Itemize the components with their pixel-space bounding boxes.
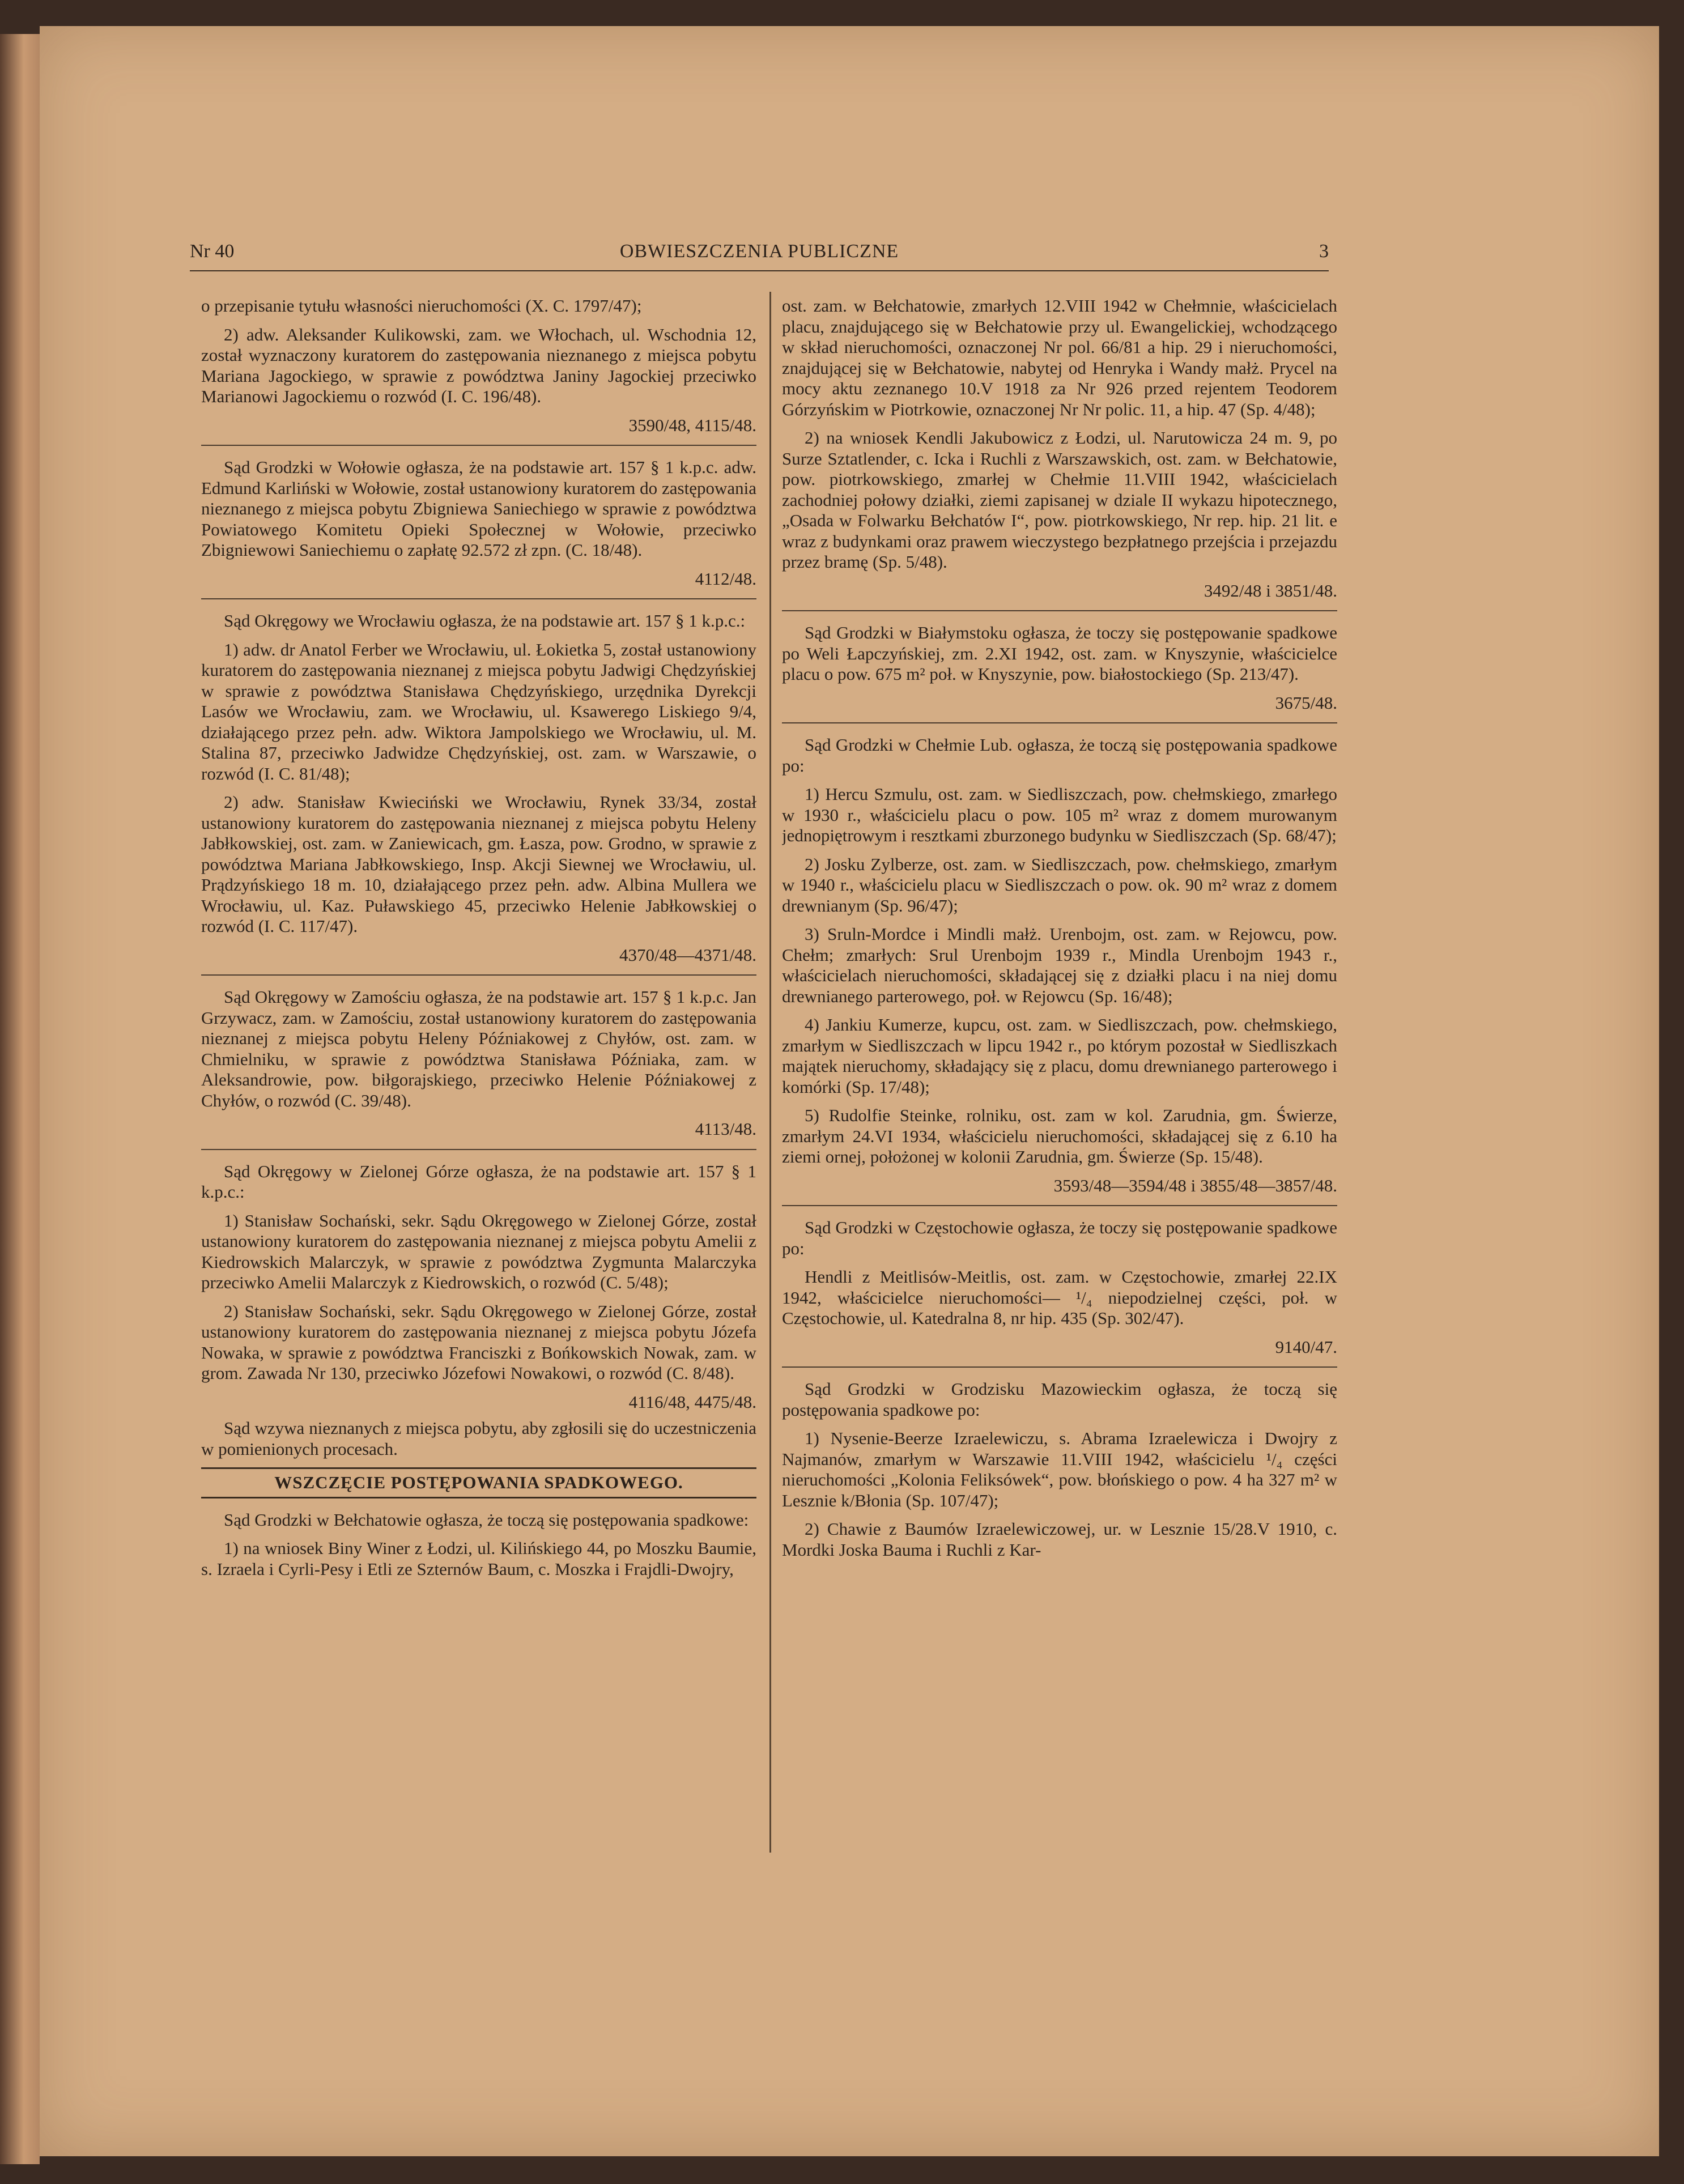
- notice-paragraph: 2) Stanisław Sochański, sekr. Sądu Okręgowego w Zielonej Górze, został ustanowiony kuratorem do zastępowania nieznanej z miejsca pobytu Józefa Nowaka, w sprawie z powództwa Franciszki z Bońkowskich Nowak, zam. w grom. Zawada Nr 130, przeciwko Józefowi Nowakowi, o rozwód (C. 8/48).: [201, 1301, 756, 1383]
- page-number: 3: [1319, 241, 1329, 262]
- notice-paragraph: ost. zam. w Bełchatowie, zmarłych 12.VIII 1942 w Chełmnie, właścicielach placu, znajdującego się w Bełchatowie przy ul. Ewangelickiej, wchodzącego w skład nieruchomości, oznaczonej Nr pol. 66/81 a hip. 29 i nieruchomości, znajdującej się w Bełchatowie, nabytej od Henryka i Wandy małż. Prycel na mocy aktu zeznanego 10.V 1918 za Nr 926 przed rejentem Teodorem Górzyńskim w Piotrkowie, oznaczonej Nr Nr polic. 11, a hip. 47 (Sp. 4/48);: [782, 296, 1337, 419]
- issue-number: Nr 40: [190, 241, 235, 262]
- reference-number: 9140/47.: [1275, 1336, 1337, 1357]
- publication-title: OBWIESZCZENIA PUBLICZNE: [619, 241, 899, 262]
- notice-paragraph: Sąd Grodzki w Białymstoku ogłasza, że toczy się postępowanie spadkowe po Weli Łapczyńskiej, zm. 2.XI 1942, ost. zam. w Knyszynie, właścicielce placu o pow. 675 m² poł. w Knyszynie, pow. białostockiego (Sp. 213/47).: [782, 623, 1337, 684]
- notice-paragraph: o przepisanie tytułu własności nieruchomości (X. C. 1797/47);: [201, 296, 642, 316]
- notice-paragraph: Sąd Grodzki w Grodzisku Mazowieckim ogłasza, że toczą się postępowania spadkowe po:: [782, 1379, 1337, 1420]
- notice-paragraph: 1) Hercu Szmulu, ost. zam. w Siedliszczach, pow. chełmskiego, zmarłego w 1930 r., właścicielu placu o pow. 105 m² wraz z domem murowanym jednopiętrowym i resztkami zburzonego budynku w Siedliszczach (Sp. 68/47);: [782, 784, 1337, 845]
- notice-separator: [201, 1149, 756, 1150]
- notice-paragraph: 2) adw. Stanisław Kwieciński we Wrocławiu, Rynek 33/34, został ustanowiony kuratorem do zastępowania nieznanej z miejsca pobytu Heleny Jabłkowskiej, ost. zam. w Zaniewicach, gm. Łasza, pow. Grodno, w sprawie z powództwa Mariana Jabłkowskiego, Insp. Akcji Siewnej we Wrocławiu, ul. Prądzyńskiego 18 m. 10, działającego przez pełn. adw. Albina Mullera we Wrocławiu, ul. Kaz. Puławskiego 45, przeciwko Helenie Jabłkowskiej o rozwód (I. C. 117/47).: [201, 792, 756, 936]
- notice-paragraph: 5) Rudolfie Steinke, rolniku, ost. zam w kol. Zarudnia, gm. Świerze, zmarłym 24.VI 1934, właścicielu nieruchomości, składającej się z 6.10 ha ziemi ornej, położonej w kolonii Zarudnia, gm. Świerze (Sp. 15/48).: [782, 1105, 1337, 1166]
- notice-paragraph: Sąd Okręgowy w Zamościu ogłasza, że na podstawie art. 157 § 1 k.p.c. Jan Grzywacz, zam. w Zamościu, został ustanowiony kuratorem do zastępowania nieznanej z miejsca pobytu Heleny Późniakowej z Chyłów, ost. zam. w Chmielniku, w sprawie z powództwa Stanisława Późniaka, zam. w Aleksandrowie, pow. biłgorajskiego, przeciwko Helenie Późniakowej z Chyłów, o rozwód (C. 39/48).: [201, 987, 756, 1110]
- notice-separator: [201, 598, 756, 599]
- notice-paragraph: 4) Jankiu Kumerze, kupcu, ost. zam. w Siedliszczach, pow. chełmskiego, zmarłym w Siedliszczach w lipcu 1942 r., po którym pozostał w Siedliszkach majątek nieruchomy, składający się z placu, domu drewnianego parterowego i komórki (Sp. 17/48);: [782, 1015, 1337, 1097]
- reference-number: 4113/48.: [695, 1119, 756, 1139]
- notice-paragraph: 1) na wniosek Biny Winer z Łodzi, ul. Kilińskiego 44, po Moszku Baumie, s. Izraela i Cyrli-Pesy i Etli ze Szternów Baum, c. Moszka i Frajdli-Dwojry,: [201, 1538, 756, 1579]
- notice-paragraph: 2) Josku Zylberze, ost. zam. w Siedliszczach, pow. chełmskiego, zmarłym w 1940 r., właścicielu placu w Siedliszczach o pow. ok. 90 m² wraz z domem drewnianym (Sp. 96/47);: [782, 854, 1337, 916]
- notice-separator: [201, 974, 756, 976]
- reference-number: 3492/48 i 3851/48.: [1204, 580, 1337, 601]
- notice-paragraph: Sąd Grodzki w Chełmie Lub. ogłasza, że toczą się postępowania spadkowe po:: [782, 735, 1337, 776]
- reference-number: 4116/48, 4475/48.: [628, 1391, 756, 1412]
- notice-paragraph: Sąd Grodzki w Wołowie ogłasza, że na podstawie art. 157 § 1 k.p.c. adw. Edmund Karliński w Wołowie, został ustanowiony kuratorem do zastępowania nieznanego z miejsca pobytu Zbigniewa Saniechiego w sprawie z powództwa Powiatowego Komitetu Opieki Społecznej w Wołowie, przeciwko Zbigniewowi Saniechiemu o zapłatę 92.572 zł zpn. (C. 18/48).: [201, 457, 756, 560]
- notice-paragraph: Hendli z Meitlisów-Meitlis, ost. zam. w Częstochowie, zmarłej 22.IX 1942, właścicielce nieruchomości— ¹/₄ niepodzielnej części, poł. w Częstochowie, ul. Katedralna 8, nr hip. 435 (Sp. 302/47).: [782, 1267, 1337, 1328]
- notice-paragraph: 1) Stanisław Sochański, sekr. Sądu Okręgowego w Zielonej Górze, został ustanowiony kuratorem do zastępowania nieznanej z miejsca pobytu Amelii z Kiedrowskich Malarczyk, w sprawie z powództwa Zygmunta Malarczyka przeciwko Amelii Malarczyk z Kiedrowskich, o rozwód (C. 5/48);: [201, 1210, 756, 1292]
- book-spine: [0, 34, 40, 2164]
- section-heading: WSZCZĘCIE POSTĘPOWANIA SPADKOWEGO.: [201, 1467, 756, 1498]
- reference-number: 3675/48.: [1275, 692, 1337, 713]
- notice-paragraph: Sąd wzywa nieznanych z miejsca pobytu, aby zgłosili się do uczestniczenia w pomienionych procesach.: [201, 1418, 756, 1459]
- notice-paragraph: Sąd Grodzki w Bełchatowie ogłasza, że toczą się postępowania spadkowe:: [224, 1509, 749, 1530]
- column-divider: [769, 292, 771, 1853]
- right-column: [782, 296, 1337, 1859]
- notice-paragraph: 1) Nysenie-Beerze Izraelewiczu, s. Abrama Izraelewicza i Dwojry z Najmanów, zmarłym w Warszawie 11.VIII 1942, właścicielu ¹/₄ części nieruchomości „Kolonia Feliksówek“, pow. błońskiego o pow. 4 ha 327 m² w Lesznie k/Błonia (Sp. 107/47);: [782, 1428, 1337, 1510]
- reference-number: 3590/48, 4115/48.: [628, 415, 756, 435]
- notice-paragraph: 2) na wniosek Kendli Jakubowicz z Łodzi, ul. Narutowicza 24 m. 9, po Surze Sztatlender, c. Icka i Ruchli z Warszawskich, ost. zam. w Bełchatowie, pow. piotrkowskiego, zmarłej w Chełmie 11.VIII 1942, właścicielach zachodniej połowy działki, ziemi zapisanej w dziale II wykazu hipotecznego, „Osada w Folwarku Bełchatów I“, pow. piotrkowskiego, Nr rep. hip. 21 lit. e wraz z budynkami oraz prawem wieczystego bezpłatnego przejścia i przejazdu przez bramę (Sp. 5/48).: [782, 428, 1337, 572]
- notice-separator: [782, 1205, 1337, 1206]
- left-column: [201, 296, 756, 1859]
- notice-paragraph: 2) Chawie z Baumów Izraelewiczowej, ur. w Lesznie 15/28.V 1910, c. Mordki Joska Bauma i Ruchli z Kar-: [782, 1519, 1337, 1560]
- notice-separator: [201, 445, 756, 446]
- notice-paragraph: 3) Sruln-Mordce i Mindli małż. Urenbojm, ost. zam. w Rejowcu, pow. Chełm; zmarłych: Srul Urenbojm 1939 r., Mindla Urenbojm 1943 r., właścicielach nieruchomości, składającej się z działki placu i na niej domu drewnianego parterowego, poł. w Rejowcu (Sp. 16/48);: [782, 924, 1337, 1006]
- notice-paragraph: 2) adw. Aleksander Kulikowski, zam. we Włochach, ul. Wschodnia 12, został wyznaczony kuratorem do zastępowania nieznanego z miejsca pobytu Mariana Jagockiego, w sprawie z powództwa Janiny Jagockiej przeciwko Marianowi Jagockiemu o rozwód (I. C. 196/48).: [201, 324, 756, 406]
- reference-number: 4112/48.: [695, 568, 756, 589]
- notice-paragraph: Sąd Okręgowy we Wrocławiu ogłasza, że na podstawie art. 157 § 1 k.p.c.:: [224, 611, 746, 631]
- notice-separator: [782, 722, 1337, 723]
- notice-paragraph: 1) adw. dr Anatol Ferber we Wrocławiu, ul. Łokietka 5, został ustanowiony kuratorem do zastępowania nieznanej z miejsca pobytu Jadwigi Chędzyńskiej w sprawie z powództwa Stanisława Chędzyńskiego, urzędnika Dyrekcji Lasów we Wrocławiu, zam. we Wrocławiu, ul. Ksawerego Liskiego 9/4, działającego przez pełn. adw. Wiktora Jampolskiego we Wrocławiu, ul. M. Stalina 87, przeciwko Jadwidze Chędzyńskiej, ost. zam. w Warszawie, o rozwód (I. C. 81/48);: [201, 639, 756, 784]
- header-rule: [190, 270, 1329, 271]
- notice-separator: [782, 1366, 1337, 1368]
- page-header: [190, 235, 1329, 269]
- reference-number: 3593/48—3594/48 i 3855/48—3857/48.: [1053, 1175, 1337, 1195]
- notice-paragraph: Sąd Okręgowy w Zielonej Górze ogłasza, że na podstawie art. 157 § 1 k.p.c.:: [201, 1161, 756, 1202]
- reference-number: 4370/48—4371/48.: [619, 944, 756, 965]
- notice-paragraph: Sąd Grodzki w Częstochowie ogłasza, że toczy się postępowanie spadkowe po:: [782, 1217, 1337, 1258]
- notice-separator: [782, 610, 1337, 611]
